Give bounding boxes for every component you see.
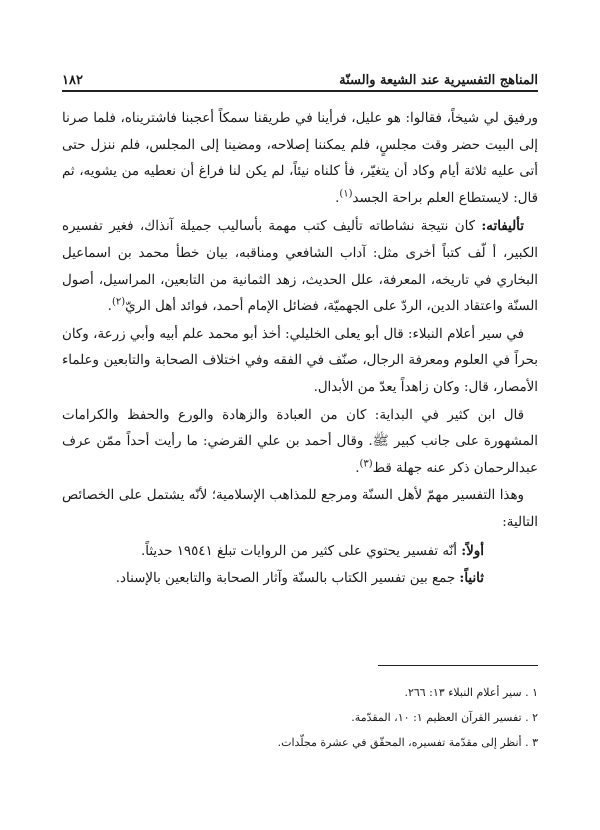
paragraph-2: تأليفاته: كان نتيجة نشاطاته تأليف كتب مهمة بأساليب جميلة آنذاك، فغير تفسيره الكبير، أ لّف كتباً أخرى مثل: آداب الشافعي ومناقبه، بيان خطأ محمد بن اسماعيل البخاري في تاريخه، المعرفة، علل الحديث، زهد الثمانية من التابعين، المراسيل، أصول السنّة واعتقاد الدين، الردّ على الجهميّة، فضائل الإمام أحمد، فوائد أهل الريّ$^{(٢)}$.	[62, 218, 538, 315]
running-title: المناهج التفسيرية عند الشيعة والسنّة	[339, 73, 538, 88]
paragraph-1: ورفيق لي شيخاً، فقالوا: هو عليل، فرأينا في طريقنا سمكاً أعجبنا فاشتريناه، فلما صرنا إلى البيت حضر وقت مجلسٍ، فلم يمكننا إصلاحه، ومضينا إلى المجلس، فلم ننزل حتى أتى عليه ثلاثة أيام وكاد أن يتغيّر، فأ كلناه نيئاً، لم يكن لنا فراغ أن نعطيه من يشويه، ثم قال: لايستطاع العلم براحة الجسد$^{(١)}$.	[62, 111, 538, 206]
page-header	[62, 62, 538, 88]
footnote-2: ٢ . تفسير القرآن العظيم ١: ١٠، المقدّمة.	[351, 711, 538, 724]
footnote-1: ١ . سير أعلام النبلاء ١٣: ٢٦٦.	[404, 686, 538, 699]
footnotes	[62, 680, 538, 755]
header-divider	[62, 90, 538, 92]
footnote-3: ٣ . أنظر إلى مقدّمة تفسيره، المحقّق في عشرة مجلّدات.	[277, 736, 538, 749]
paragraph-3: في سير أعلام النبلاء: قال أبو يعلى الخليلي: أخذ أبو محمد علم أبيه وأبي زرعة، وكان بحراً في العلوم ومعرفة الرجال، صنّف في الفقه وفي اختلاف الصحابة والتابعين وعلماء الأمصار، قال: وكان زاهداً يعدّ من الأبدال.	[62, 326, 538, 395]
footnote-ref-3: (٣)	[359, 458, 373, 470]
list-item-second: ثانياً: جمع بين تفسير الكتاب بالسنّة وآثار الصحابة والتابعين بالإسناد.	[115, 570, 484, 587]
footnote-ref-2: (٢)	[111, 296, 126, 308]
paragraph-4: قال ابن كثير في البداية: كان من العبادة والزهادة والورع والحفظ والكرامات المشهورة على جانب كبير ﷺ. وقال أحمد بن علي القرضي: ما رأيت أحداً ممّن عرف عبدالرحمان ذكر عنه جهلة قط$^{(٣)}$.	[62, 407, 538, 476]
section-label-works: تأليفاته:	[481, 218, 524, 235]
page-number: ١٨٢	[62, 73, 83, 88]
list-item-first: أولاً: أنّه تفسير يحتوي على كثير من الروايات تبلغ ١٩٥٤١ حديثاً.	[141, 542, 484, 559]
body-text	[62, 106, 538, 593]
paragraph-5: وهذا التفسير مهمّ لأهل السنّة ومرجع للمذاهب الإسلامية؛ لأنّه يشتمل على الخصائص التالية:	[62, 488, 538, 530]
footnote-ref-1: (١)	[339, 188, 353, 200]
footnote-divider	[378, 665, 538, 666]
